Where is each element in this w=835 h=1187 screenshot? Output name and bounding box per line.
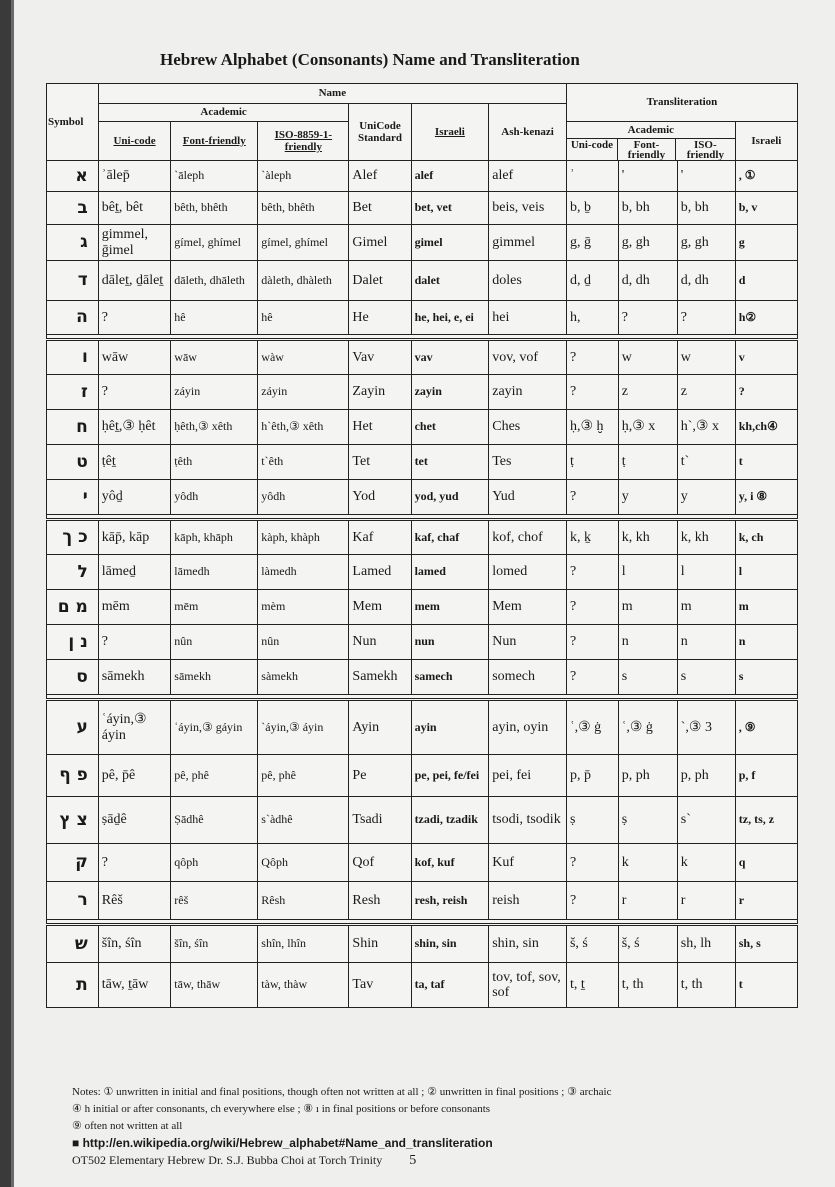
ashkenazi-name-cell: doles [489,261,567,301]
table-row [47,410,798,445]
table-row [47,700,798,755]
trans-iso-cell: y [677,480,735,515]
table-row [47,755,798,797]
unicode-name-cell: Rêš [98,882,171,920]
ashkenazi-name-cell: reish [489,882,567,920]
trans-israeli-cell: sh, s [735,925,797,963]
ashkenazi-name-cell: vov, vof [489,340,567,375]
ashkenazi-name-cell: kof, chof [489,520,567,555]
trans-iso-cell: z [677,375,735,410]
table-row [47,301,798,335]
trans-israeli-cell: ? [735,375,797,410]
trans-font-cell: z [618,375,677,410]
trans-israeli-cell: , ⑨ [735,700,797,755]
iso-name-cell: shîn, lhîn [258,925,349,963]
trans-israeli-cell: n [735,625,797,660]
header-transliteration: Transliteration [566,84,797,122]
symbol-cell: ט [47,445,99,480]
unicode-name-cell: ṭêṯ [98,445,171,480]
trans-unicode-cell: ṣ [566,797,618,844]
israeli-name-cell: yod, yud [411,480,489,515]
symbol-cell: י [47,480,99,515]
ashkenazi-name-cell: shin, sin [489,925,567,963]
ashkenazi-name-cell: lomed [489,555,567,590]
israeli-name-cell: bet, vet [411,192,489,225]
header-font-friendly: Font-friendly [171,122,258,161]
trans-unicode-cell: d, ḏ [566,261,618,301]
israeli-name-cell: tet [411,445,489,480]
header-trans-unicode: Uni-code [567,139,618,160]
symbol-cell: ר [47,882,99,920]
header-trans-israeli: Israeli [735,122,797,161]
iso-name-cell: `áyin,③ áyin [258,700,349,755]
ashkenazi-name-cell: tov, tof, sov, sof [489,963,567,1008]
iso-name-cell: kàph, khàph [258,520,349,555]
table-row [47,925,798,963]
iso-name-cell: bêth, bhêth [258,192,349,225]
book-binding [0,0,14,1187]
trans-unicode-cell: ʿ,③ ġ [566,700,618,755]
trans-unicode-cell: b, ḇ [566,192,618,225]
trans-israeli-cell: v [735,340,797,375]
trans-israeli-cell: tz, ts, z [735,797,797,844]
font-friendly-cell: wāw [171,340,258,375]
unicode-name-cell: dāleṯ, ḏāleṯ [98,261,171,301]
table-row [47,882,798,920]
trans-israeli-cell: d [735,261,797,301]
iso-name-cell: nûn [258,625,349,660]
iso-name-cell: làmedh [258,555,349,590]
font-friendly-cell: `āleph [171,161,258,192]
unicode-name-cell: ḥêṯ,③ ḥêt [98,410,171,445]
font-friendly-cell: dāleth, dhāleth [171,261,258,301]
symbol-cell: כ ך [47,520,99,555]
israeli-name-cell: chet [411,410,489,445]
iso-name-cell: `àleph [258,161,349,192]
font-friendly-cell: kāph, khāph [171,520,258,555]
symbol-cell: ה [47,301,99,335]
trans-font-cell: ' [618,161,677,192]
ashkenazi-name-cell: tsodi, tsodik [489,797,567,844]
symbol-cell: פ ף [47,755,99,797]
iso-name-cell: h`êth,③ xêth [258,410,349,445]
ashkenazi-name-cell: beis, veis [489,192,567,225]
israeli-name-cell: mem [411,590,489,625]
unicode-standard-cell: Alef [349,161,411,192]
trans-font-cell: k [618,844,677,882]
hebrew-alphabet-table [46,83,798,1008]
table-row [47,797,798,844]
table-row [47,963,798,1008]
ashkenazi-name-cell: zayin [489,375,567,410]
font-friendly-cell: ṭêth [171,445,258,480]
israeli-name-cell: kof, kuf [411,844,489,882]
trans-font-cell: r [618,882,677,920]
trans-iso-cell: ' [677,161,735,192]
iso-name-cell: wàw [258,340,349,375]
font-friendly-cell: lāmedh [171,555,258,590]
font-friendly-cell: nûn [171,625,258,660]
unicode-name-cell: tāw, ṯāw [98,963,171,1008]
trans-font-cell: b, bh [618,192,677,225]
ashkenazi-name-cell: gimmel [489,225,567,261]
font-friendly-cell: gímel, ghímel [171,225,258,261]
trans-unicode-cell: ṭ [566,445,618,480]
israeli-name-cell: resh, reish [411,882,489,920]
trans-iso-cell: n [677,625,735,660]
trans-iso-cell: m [677,590,735,625]
table-row [47,225,798,261]
unicode-standard-cell: Shin [349,925,411,963]
trans-font-cell: m [618,590,677,625]
unicode-name-cell: ʿáyin,③ áyin [98,700,171,755]
trans-font-cell: l [618,555,677,590]
unicode-standard-cell: Samekh [349,660,411,695]
iso-name-cell: yôdh [258,480,349,515]
notes [72,1084,611,1152]
trans-unicode-cell: ḥ,③ ḫ [566,410,618,445]
unicode-standard-cell: Lamed [349,555,411,590]
iso-name-cell: tàw, thàw [258,963,349,1008]
unicode-standard-cell: Tav [349,963,411,1008]
header-trans-iso: ISO-friendly [686,139,724,161]
trans-israeli-cell: k, ch [735,520,797,555]
table-row [47,375,798,410]
symbol-cell: ד [47,261,99,301]
header-unicode-standard: UniCode Standard [349,104,411,161]
table-row [47,161,798,192]
trans-iso-cell: ? [677,301,735,335]
header-name: Name [98,84,566,104]
iso-name-cell: pê, phê [258,755,349,797]
trans-unicode-cell: t, ṯ [566,963,618,1008]
reference-link[interactable]: ■ http://en.wikipedia.org/wiki/Hebrew_alphabet#Name_and_transliteration [72,1136,493,1150]
iso-name-cell: t`êth [258,445,349,480]
header-trans-academic-block [566,122,735,161]
font-friendly-cell: mēm [171,590,258,625]
trans-font-cell: ṣ [618,797,677,844]
font-friendly-cell: hê [171,301,258,335]
israeli-name-cell: lamed [411,555,489,590]
trans-font-cell: s [618,660,677,695]
unicode-standard-cell: Resh [349,882,411,920]
trans-font-cell: n [618,625,677,660]
unicode-name-cell: gimmel, ḡimel [98,225,171,261]
unicode-name-cell: kāp̄, kāp [98,520,171,555]
unicode-name-cell: ? [98,625,171,660]
font-friendly-cell: šîn, śîn [171,925,258,963]
note-line-2: ④ h initial or after consonants, ch everywhere else ; ⑧ ı in final positions or before consonants [72,1103,491,1115]
font-friendly-cell: rêš [171,882,258,920]
header-ashkenazi: Ash-kenazi [489,104,567,161]
font-friendly-cell: Ṣādhê [171,797,258,844]
trans-font-cell: ? [618,301,677,335]
trans-unicode-cell: ? [566,340,618,375]
israeli-name-cell: tzadi, tzadik [411,797,489,844]
israeli-name-cell: zayin [411,375,489,410]
table-row [47,625,798,660]
trans-iso-cell: s` [677,797,735,844]
ashkenazi-name-cell: Yud [489,480,567,515]
unicode-standard-cell: Bet [349,192,411,225]
trans-unicode-cell: ? [566,375,618,410]
ashkenazi-name-cell: Nun [489,625,567,660]
iso-name-cell: s`àdhê [258,797,349,844]
trans-unicode-cell: g, ḡ [566,225,618,261]
ashkenazi-name-cell: Tes [489,445,567,480]
font-friendly-cell: bêth, bhêth [171,192,258,225]
symbol-cell: ל [47,555,99,590]
trans-israeli-cell: b, v [735,192,797,225]
iso-name-cell: gímel, ghímel [258,225,349,261]
footer [72,1153,416,1169]
trans-font-cell: t, th [618,963,677,1008]
israeli-name-cell: nun [411,625,489,660]
trans-israeli-cell: l [735,555,797,590]
symbol-cell: ק [47,844,99,882]
trans-iso-cell: t` [677,445,735,480]
header-israeli: Israeli [411,104,489,161]
trans-font-cell: š, ś [618,925,677,963]
ashkenazi-name-cell: pei, fei [489,755,567,797]
trans-font-cell: w [618,340,677,375]
unicode-standard-cell: Mem [349,590,411,625]
page-number: 5 [409,1153,417,1168]
trans-israeli-cell: r [735,882,797,920]
table-row [47,445,798,480]
trans-font-cell: y [618,480,677,515]
unicode-name-cell: mēm [98,590,171,625]
iso-name-cell: sàmekh [258,660,349,695]
israeli-name-cell: samech [411,660,489,695]
table-row [47,520,798,555]
unicode-standard-cell: Tet [349,445,411,480]
trans-unicode-cell: p, p̄ [566,755,618,797]
trans-unicode-cell: h, [566,301,618,335]
trans-font-cell: k, kh [618,520,677,555]
unicode-standard-cell: Zayin [349,375,411,410]
unicode-standard-cell: Qof [349,844,411,882]
header-iso: ISO-8859-1-friendly [258,122,349,161]
iso-name-cell: mèm [258,590,349,625]
trans-iso-cell: h`,③ x [677,410,735,445]
ashkenazi-name-cell: alef [489,161,567,192]
unicode-standard-cell: Pe [349,755,411,797]
trans-iso-cell: k, kh [677,520,735,555]
trans-israeli-cell: t [735,445,797,480]
header-trans-font: Font-friendly [618,139,676,160]
ashkenazi-name-cell: Kuf [489,844,567,882]
unicode-name-cell: bêṯ, bêt [98,192,171,225]
table-row [47,480,798,515]
note-line-1: Notes: ① unwritten in initial and final positions, though often not written at all ; ② unwritten in final positions ; ③ archaic [72,1086,612,1098]
unicode-name-cell: sāmekh [98,660,171,695]
font-friendly-cell: tāw, thāw [171,963,258,1008]
ashkenazi-name-cell: Mem [489,590,567,625]
ashkenazi-name-cell: somech [489,660,567,695]
symbol-cell: ש [47,925,99,963]
trans-iso-cell: r [677,882,735,920]
iso-name-cell: Rêsh [258,882,349,920]
trans-unicode-cell: ? [566,480,618,515]
symbol-cell: ו [47,340,99,375]
trans-iso-cell: k [677,844,735,882]
trans-iso-cell: sh, lh [677,925,735,963]
israeli-name-cell: pe, pei, fe/fei [411,755,489,797]
unicode-standard-cell: Vav [349,340,411,375]
unicode-name-cell: yôḏ [98,480,171,515]
header-symbol: Symbol [47,84,99,161]
trans-israeli-cell: m [735,590,797,625]
trans-font-cell: g, gh [618,225,677,261]
trans-iso-cell: w [677,340,735,375]
israeli-name-cell: ayin [411,700,489,755]
unicode-name-cell: ? [98,844,171,882]
iso-name-cell: dàleth, dhàleth [258,261,349,301]
unicode-name-cell: ṣāḏê [98,797,171,844]
trans-unicode-cell: š, ś [566,925,618,963]
israeli-name-cell: dalet [411,261,489,301]
unicode-name-cell: lāmeḏ [98,555,171,590]
font-friendly-cell: yôdh [171,480,258,515]
symbol-cell: נ ן [47,625,99,660]
trans-font-cell: ṭ [618,445,677,480]
unicode-standard-cell: He [349,301,411,335]
unicode-standard-cell: Het [349,410,411,445]
symbol-cell: ב [47,192,99,225]
unicode-standard-cell: Yod [349,480,411,515]
trans-unicode-cell: ? [566,844,618,882]
symbol-cell: ע [47,700,99,755]
table-body [47,161,798,1008]
font-friendly-cell: qôph [171,844,258,882]
symbol-cell: א [47,161,99,192]
trans-israeli-cell: h② [735,301,797,335]
trans-unicode-cell: ? [566,625,618,660]
trans-israeli-cell: s [735,660,797,695]
iso-name-cell: záyin [258,375,349,410]
table-row [47,261,798,301]
font-friendly-cell: pê, phê [171,755,258,797]
ashkenazi-name-cell: ayin, oyin [489,700,567,755]
trans-iso-cell: g, gh [677,225,735,261]
israeli-name-cell: shin, sin [411,925,489,963]
israeli-name-cell: gimel [411,225,489,261]
symbol-cell: ז [47,375,99,410]
trans-iso-cell: l [677,555,735,590]
ashkenazi-name-cell: hei [489,301,567,335]
unicode-name-cell: pê, p̄ê [98,755,171,797]
unicode-standard-cell: Gimel [349,225,411,261]
symbol-cell: ס [47,660,99,695]
unicode-standard-cell: Dalet [349,261,411,301]
israeli-name-cell: he, hei, e, ei [411,301,489,335]
table-row [47,660,798,695]
trans-israeli-cell: p, f [735,755,797,797]
iso-name-cell: hê [258,301,349,335]
table-row [47,844,798,882]
header-unicode: Uni-code [98,122,171,161]
trans-unicode-cell: ? [566,555,618,590]
symbol-cell: ת [47,963,99,1008]
table-row [47,192,798,225]
unicode-name-cell: wāw [98,340,171,375]
trans-font-cell: ḥ,③ x [618,410,677,445]
trans-unicode-cell: ? [566,590,618,625]
page-title: Hebrew Alphabet (Consonants) Name and Transliteration [160,50,580,69]
iso-name-cell: Qôph [258,844,349,882]
trans-israeli-cell: y, i ⑧ [735,480,797,515]
trans-font-cell: d, dh [618,261,677,301]
trans-unicode-cell: k, ḵ [566,520,618,555]
header-academic: Academic [98,104,349,122]
unicode-standard-cell: Nun [349,625,411,660]
footer-course: OT502 Elementary Hebrew Dr. S.J. Bubba Choi at Torch Trinity [72,1153,383,1167]
table-row [47,340,798,375]
table-row [47,555,798,590]
trans-iso-cell: `,③ 3 [677,700,735,755]
trans-israeli-cell: g [735,225,797,261]
header-trans-academic: Academic [567,122,735,139]
trans-israeli-cell: kh,ch④ [735,410,797,445]
trans-iso-cell: d, dh [677,261,735,301]
trans-font-cell: p, ph [618,755,677,797]
symbol-cell: ג [47,225,99,261]
israeli-name-cell: vav [411,340,489,375]
unicode-standard-cell: Kaf [349,520,411,555]
table-row [47,590,798,625]
israeli-name-cell: kaf, chaf [411,520,489,555]
unicode-name-cell: ʾālep̄ [98,161,171,192]
font-friendly-cell: ḥêth,③ xêth [171,410,258,445]
unicode-name-cell: šîn, śîn [98,925,171,963]
israeli-name-cell: ta, taf [411,963,489,1008]
unicode-name-cell: ? [98,375,171,410]
trans-unicode-cell: ? [566,882,618,920]
symbol-cell: מ ם [47,590,99,625]
trans-iso-cell: s [677,660,735,695]
font-friendly-cell: záyin [171,375,258,410]
trans-iso-cell: t, th [677,963,735,1008]
unicode-standard-cell: Ayin [349,700,411,755]
ashkenazi-name-cell: Ches [489,410,567,445]
israeli-name-cell: alef [411,161,489,192]
trans-israeli-cell: , ① [735,161,797,192]
symbol-cell: ח [47,410,99,445]
trans-israeli-cell: t [735,963,797,1008]
font-friendly-cell: sāmekh [171,660,258,695]
note-line-3: ⑨ often not written at all [72,1120,183,1132]
font-friendly-cell: ʿáyin,③ gáyin [171,700,258,755]
trans-israeli-cell: q [735,844,797,882]
unicode-standard-cell: Tsadi [349,797,411,844]
trans-unicode-cell: ? [566,660,618,695]
trans-iso-cell: b, bh [677,192,735,225]
trans-unicode-cell: ʾ [566,161,618,192]
trans-iso-cell: p, ph [677,755,735,797]
trans-font-cell: ʿ,③ ġ [618,700,677,755]
unicode-name-cell: ? [98,301,171,335]
symbol-cell: צ ץ [47,797,99,844]
